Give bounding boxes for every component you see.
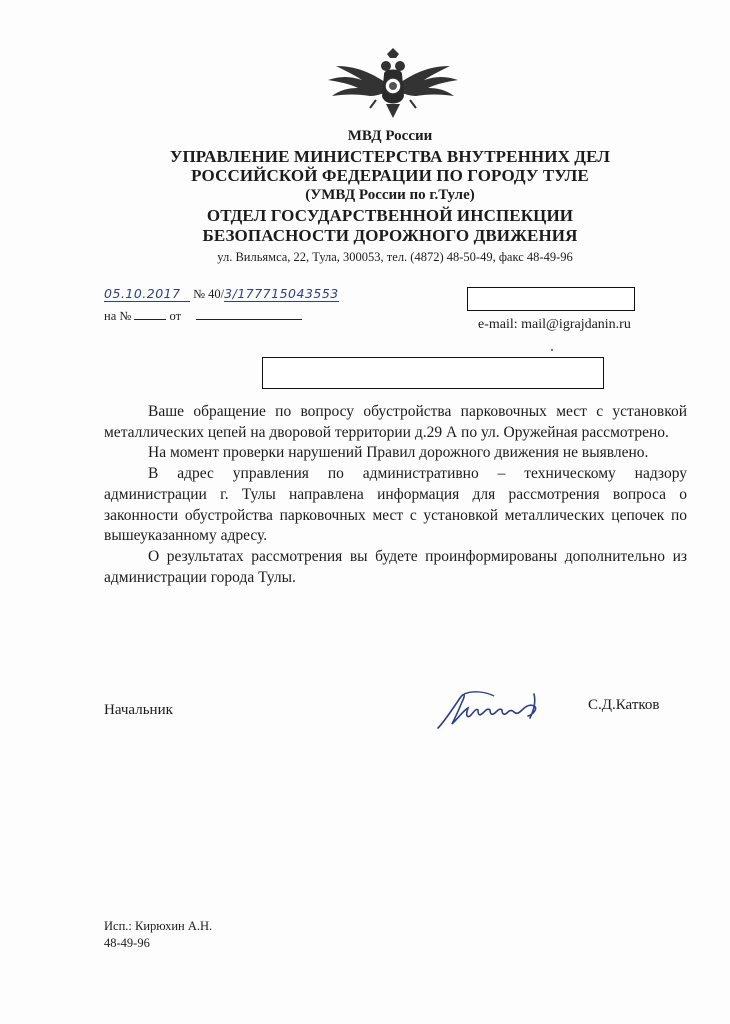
registration-line: [104, 286, 339, 302]
request-date-blank: [196, 319, 302, 320]
registration-date: 05.10.2017: [104, 286, 190, 302]
redacted-name-box: [262, 357, 604, 389]
header-abbr: (УМВД России по г.Туле): [305, 187, 475, 203]
registration-number-prefix: № 40/: [193, 287, 225, 301]
header-mvd: МВД России: [347, 128, 433, 144]
header-department-2: БЕЗОПАСНОСТИ ДОРОЖНОГО ДВИЖЕНИЯ: [202, 226, 578, 245]
body-paragraph-3: В адрес управления по административно – техническому надзору администрации г. Тулы направлена информация для рассмотрения вопроса о законности обустройства парковочных мест с установкой металлических цепочек по вышеуказанному адресу.: [104, 465, 687, 545]
request-from: от: [169, 309, 182, 323]
redacted-recipient-box: [467, 287, 635, 311]
letter-body: [104, 402, 687, 588]
recipient-email: e-mail: mail@igrajdanin.ru: [478, 317, 631, 332]
executor-name: Исп.: Кирюхин А.Н.: [104, 919, 213, 933]
request-line: [104, 309, 302, 324]
executor-block: [104, 918, 212, 952]
signature-icon: [430, 680, 560, 736]
body-paragraph-4: О результатах рассмотрения вы будете проинформированы дополнительно из администрации города Тулы.: [104, 547, 687, 586]
registration-number: 3/177715043553: [224, 286, 339, 301]
header-address: ул. Вильямса, 22, Тула, 300053, тел. (4872) 48-50-49, факс 48-49-96: [217, 250, 573, 264]
speck: [551, 349, 553, 351]
signatory-title: Начальник: [104, 702, 173, 718]
header-department: ОТДЕЛ ГОСУДАРСТВЕННОЙ ИНСПЕКЦИИ: [206, 206, 574, 225]
eagle-emblem-icon: [318, 44, 468, 124]
executor-phone: 48-49-96: [104, 936, 150, 950]
request-number-blank: [134, 319, 166, 320]
header-directorate: УПРАВЛЕНИЕ МИНИСТЕРСТВА ВНУТРЕННИХ ДЕЛ: [169, 147, 611, 166]
body-paragraph-1: Ваше обращение по вопросу обустройства парковочных мест с установкой металлических цепей на дворовой территории д.29 А по ул. Оружейная рассмотрено.: [104, 403, 687, 441]
body-paragraph-2: На момент проверки нарушений Правил дорожного движения не выявлено.: [148, 444, 649, 462]
header-federation: РОССИЙСКОЙ ФЕДЕРАЦИИ ПО ГОРОДУ ТУЛЕ: [191, 166, 589, 185]
signatory-name: С.Д.Катков: [588, 697, 660, 713]
request-prefix: на №: [104, 309, 132, 323]
